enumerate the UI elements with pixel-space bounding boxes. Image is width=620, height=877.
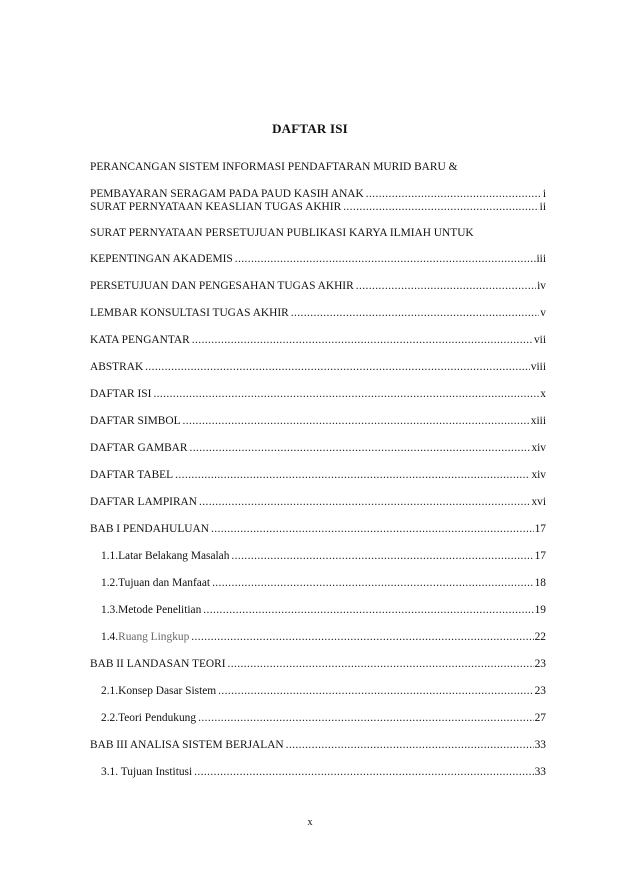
dot-leader bbox=[153, 387, 539, 401]
toc-entry-label: PERSETUJUAN DAN PENGESAHAN TUGAS AKHIR bbox=[90, 280, 354, 292]
toc-subentry-number: 1.2. bbox=[101, 577, 119, 589]
toc-entry[interactable] bbox=[90, 441, 546, 455]
dot-leader bbox=[218, 684, 533, 698]
toc-page-number: x bbox=[540, 388, 546, 400]
toc-entry-label: KATA PENGANTAR bbox=[90, 334, 190, 346]
toc-subentry-label: Latar Belakang Masalah bbox=[118, 550, 230, 562]
dot-leader bbox=[199, 495, 530, 509]
toc-entry-label: SURAT PERNYATAAN KEASLIAN TUGAS AKHIR bbox=[90, 201, 342, 213]
dot-leader bbox=[183, 414, 530, 428]
toc-page-number: xiv bbox=[531, 469, 546, 481]
dot-leader bbox=[190, 441, 531, 455]
toc-entry-title[interactable] bbox=[90, 160, 546, 200]
dot-leader bbox=[228, 657, 534, 671]
toc-subentry-label: Ruang Lingkup bbox=[118, 631, 190, 643]
dot-leader bbox=[343, 200, 538, 214]
dot-leader bbox=[235, 252, 536, 266]
dot-leader bbox=[356, 279, 536, 293]
toc-entry[interactable] bbox=[90, 200, 546, 214]
toc-subentry-label: 3.1. Tujuan Institusi bbox=[101, 766, 193, 778]
dot-leader bbox=[198, 711, 534, 725]
dot-leader bbox=[175, 468, 530, 482]
toc-entry-label: DAFTAR TABEL bbox=[90, 469, 174, 481]
toc-page-number: 18 bbox=[534, 577, 546, 589]
toc-entry-label: BAB I PENDAHULUAN bbox=[90, 523, 209, 535]
toc-subentry-number: 1.4. bbox=[101, 631, 119, 643]
toc-subentry[interactable] bbox=[90, 603, 546, 617]
toc-page-number: ii bbox=[539, 201, 546, 213]
toc-entry[interactable] bbox=[90, 495, 546, 509]
dot-leader bbox=[145, 360, 530, 374]
toc-subentry[interactable] bbox=[90, 765, 546, 779]
dot-leader bbox=[191, 630, 533, 644]
dot-leader bbox=[194, 765, 533, 779]
toc-subentry[interactable] bbox=[90, 630, 546, 644]
toc-entry[interactable] bbox=[90, 306, 546, 320]
toc-page-number: 17 bbox=[534, 550, 546, 562]
toc-page-number: iv bbox=[537, 280, 546, 292]
dot-leader bbox=[212, 576, 534, 590]
table-of-contents bbox=[90, 160, 546, 779]
toc-entry-label-line-2: KEPENTINGAN AKADEMIS bbox=[90, 253, 233, 265]
toc-subentry-number: 2.2. bbox=[101, 712, 119, 724]
toc-page-number: 33 bbox=[534, 739, 546, 751]
dot-leader bbox=[366, 187, 542, 201]
toc-subentry-label: Metode Penelitian bbox=[118, 604, 202, 616]
toc-page-number: 19 bbox=[534, 604, 546, 616]
toc-entry-label: DAFTAR SIMBOL bbox=[90, 415, 181, 427]
dot-leader bbox=[211, 522, 534, 536]
toc-entry[interactable] bbox=[90, 468, 546, 482]
toc-subentry[interactable] bbox=[90, 549, 546, 563]
toc-entry-chapter[interactable] bbox=[90, 522, 546, 536]
toc-page-number: 27 bbox=[534, 712, 546, 724]
toc-page-number: 33 bbox=[534, 766, 546, 778]
page-title: DAFTAR ISI bbox=[272, 121, 348, 136]
dot-leader bbox=[291, 306, 540, 320]
toc-subentry-label: Konsep Dasar Sistem bbox=[118, 685, 217, 697]
toc-entry-chapter[interactable] bbox=[90, 738, 546, 752]
toc-entry-label-line-1: PERANCANGAN SISTEM INFORMASI PENDAFTARAN MURID BARU & bbox=[90, 161, 458, 173]
toc-subentry-label: Tujuan dan Manfaat bbox=[118, 577, 211, 589]
dot-leader bbox=[203, 603, 533, 617]
toc-page-number: xvi bbox=[531, 496, 546, 508]
toc-entry-label: DAFTAR ISI bbox=[90, 388, 152, 400]
dot-leader bbox=[192, 333, 533, 347]
toc-subentry-label: Teori Pendukung bbox=[118, 712, 197, 724]
toc-subentry-number: 1.1. bbox=[101, 550, 119, 562]
toc-entry-label-line-2: PEMBAYARAN SERAGAM PADA PAUD KASIH ANAK bbox=[90, 188, 364, 200]
toc-entry-label: DAFTAR GAMBAR bbox=[90, 442, 188, 454]
toc-entry[interactable] bbox=[90, 414, 546, 428]
dot-leader bbox=[231, 549, 533, 563]
toc-entry[interactable] bbox=[90, 333, 546, 347]
toc-entry-label: BAB II LANDASAN TEORI bbox=[90, 658, 226, 670]
toc-page-number: xiv bbox=[531, 442, 546, 454]
toc-subentry[interactable] bbox=[90, 576, 546, 590]
toc-entry[interactable] bbox=[90, 387, 546, 401]
toc-subentry[interactable] bbox=[90, 711, 546, 725]
toc-page-number: v bbox=[540, 307, 546, 319]
toc-subentry[interactable] bbox=[90, 684, 546, 698]
toc-page-number: 23 bbox=[534, 685, 546, 697]
toc-page-number: xiii bbox=[530, 415, 546, 427]
toc-page-number: 22 bbox=[534, 631, 546, 643]
toc-page-number: vii bbox=[533, 334, 546, 346]
page-number-footer: x bbox=[307, 817, 313, 828]
toc-page-number: 23 bbox=[534, 658, 546, 670]
toc-subentry-number: 2.1. bbox=[101, 685, 119, 697]
toc-entry[interactable] bbox=[90, 226, 546, 266]
toc-page-number: 17 bbox=[534, 523, 546, 535]
toc-subentry-number: 1.3. bbox=[101, 604, 119, 616]
toc-entry-label: ABSTRAK bbox=[90, 361, 144, 373]
toc-entry-label: DAFTAR LAMPIRAN bbox=[90, 496, 197, 508]
toc-entry[interactable] bbox=[90, 279, 546, 293]
toc-entry-chapter[interactable] bbox=[90, 657, 546, 671]
toc-page-number: iii bbox=[536, 253, 546, 265]
toc-entry[interactable] bbox=[90, 360, 546, 374]
toc-entry-label-line-1: SURAT PERNYATAAN PERSETUJUAN PUBLIKASI KARYA ILMIAH UNTUK bbox=[90, 227, 474, 239]
toc-page-number: i bbox=[542, 188, 546, 200]
toc-page-number: viii bbox=[530, 361, 546, 373]
dot-leader bbox=[286, 738, 534, 752]
toc-entry-label: BAB III ANALISA SISTEM BERJALAN bbox=[90, 739, 284, 751]
toc-entry-label: LEMBAR KONSULTASI TUGAS AKHIR bbox=[90, 307, 289, 319]
